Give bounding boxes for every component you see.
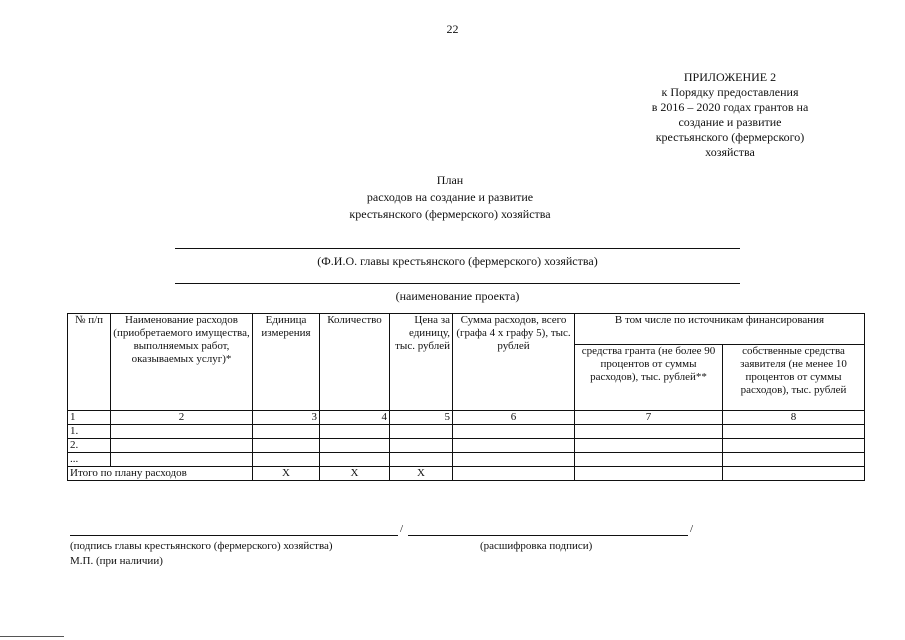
table-cell bbox=[320, 453, 390, 467]
row-number: ... bbox=[68, 453, 111, 467]
table-cell bbox=[253, 439, 320, 453]
appendix-line: в 2016 – 2020 годах грантов на bbox=[651, 100, 809, 114]
table-cell bbox=[111, 453, 253, 467]
table-cell bbox=[390, 453, 453, 467]
column-number: 7 bbox=[575, 411, 723, 425]
project-name-field-line bbox=[175, 283, 740, 284]
appendix-line: создание и развитие bbox=[678, 115, 782, 129]
plan-title bbox=[280, 172, 620, 223]
table-cell bbox=[111, 425, 253, 439]
table-cell bbox=[575, 439, 723, 453]
table-row bbox=[68, 425, 865, 439]
table-cell bbox=[320, 439, 390, 453]
page-corner-rule bbox=[0, 636, 64, 637]
appendix-line: ПРИЛОЖЕНИЕ 2 bbox=[683, 70, 777, 84]
header-quantity: Количество bbox=[320, 314, 390, 411]
signature-caption: (подпись главы крестьянского (фермерского) хозяйства) bbox=[70, 540, 333, 552]
total-unit-mark: Х bbox=[253, 467, 320, 481]
table-cell bbox=[723, 439, 865, 453]
plan-title-line: крестьянского (фермерского) хозяйства bbox=[349, 207, 551, 221]
column-number: 5 bbox=[390, 411, 453, 425]
row-number: 2. bbox=[68, 439, 111, 453]
row-number: 1. bbox=[68, 425, 111, 439]
table-row bbox=[68, 439, 865, 453]
table-cell bbox=[320, 425, 390, 439]
head-name-field-line bbox=[175, 248, 740, 249]
page-number: 22 bbox=[446, 22, 459, 36]
table-cell bbox=[453, 453, 575, 467]
total-label: Итого по плану расходов bbox=[68, 467, 253, 481]
table-cell bbox=[253, 453, 320, 467]
table-cell bbox=[453, 439, 575, 453]
plan-title-line: План bbox=[436, 173, 464, 187]
table-cell bbox=[575, 425, 723, 439]
head-name-caption: (Ф.И.О. главы крестьянского (фермерского) хозяйства) bbox=[317, 254, 598, 268]
header-funding-sources: В том числе по источникам финансирования bbox=[575, 314, 865, 345]
table-cell bbox=[111, 439, 253, 453]
appendix-line: хозяйства bbox=[705, 145, 755, 159]
table-row bbox=[68, 453, 865, 467]
decoding-caption: (расшифровка подписи) bbox=[480, 540, 593, 552]
column-number: 6 bbox=[453, 411, 575, 425]
table-cell bbox=[723, 453, 865, 467]
signature-closing-slash: / bbox=[690, 523, 694, 535]
column-number-row bbox=[68, 411, 865, 425]
column-number: 8 bbox=[723, 411, 865, 425]
table-cell bbox=[723, 467, 865, 481]
expense-plan-table bbox=[67, 313, 865, 481]
stamp-note: М.П. (при наличии) bbox=[70, 555, 163, 567]
header-expense-name: Наименование расходов (приобретаемого имущества, выполняемых работ, оказываемых услуг)* bbox=[111, 314, 253, 411]
project-name-caption: (наименование проекта) bbox=[395, 289, 520, 303]
table-cell bbox=[253, 425, 320, 439]
header-total-sum: Сумма расходов, всего (графа 4 х графу 5), тыс. рублей bbox=[453, 314, 575, 411]
table-cell bbox=[453, 467, 575, 481]
appendix-line: крестьянского (фермерского) bbox=[655, 130, 805, 144]
table-header-row bbox=[68, 314, 865, 345]
total-price-mark: Х bbox=[390, 467, 453, 481]
table-cell bbox=[575, 453, 723, 467]
table-cell bbox=[575, 467, 723, 481]
signature-separator: / bbox=[400, 523, 404, 535]
header-num: № п/п bbox=[68, 314, 111, 411]
column-number: 1 bbox=[68, 411, 111, 425]
column-number: 4 bbox=[320, 411, 390, 425]
table-cell bbox=[390, 439, 453, 453]
decoding-field-line bbox=[408, 535, 688, 536]
header-grant-funds: средства гранта (не более 90 процентов от суммы расходов), тыс. рублей** bbox=[575, 345, 723, 411]
column-number: 3 bbox=[253, 411, 320, 425]
table-cell bbox=[723, 425, 865, 439]
table-cell bbox=[390, 425, 453, 439]
total-quantity-mark: Х bbox=[320, 467, 390, 481]
total-row bbox=[68, 467, 865, 481]
signature-field-line bbox=[70, 535, 398, 536]
plan-title-line: расходов на создание и развитие bbox=[366, 190, 534, 204]
table-cell bbox=[453, 425, 575, 439]
header-own-funds: собственные средства заявителя (не менее 10 процентов от суммы расходов), тыс. рублей bbox=[723, 345, 865, 411]
header-unit: Единица измерения bbox=[253, 314, 320, 411]
header-unit-price: Цена за единицу, тыс. рублей bbox=[390, 314, 453, 411]
appendix-header bbox=[600, 70, 860, 160]
appendix-line: к Порядку предоставления bbox=[661, 85, 799, 99]
column-number: 2 bbox=[111, 411, 253, 425]
